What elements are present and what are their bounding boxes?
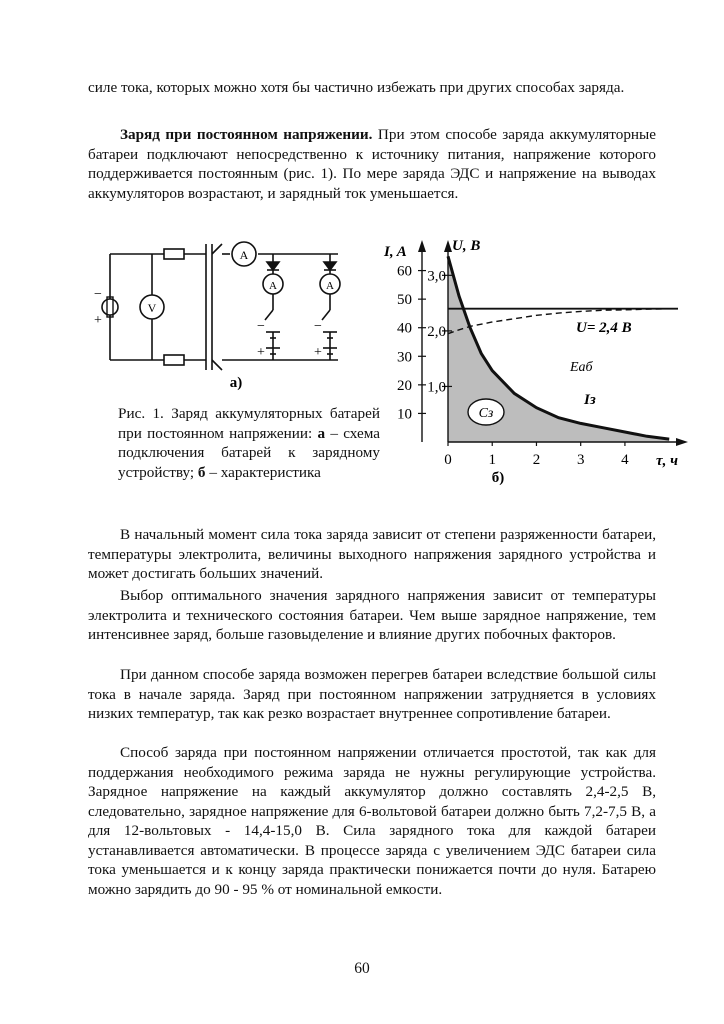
y-left-tick-label: 20 (397, 377, 412, 394)
paragraph-overheating: При данном способе заряда возможен перегрев батареи вследствие большой силы тока в начале заряда. Заряд при постоянном напряжении затрудняется в условиях низких температур, так как резко возрастает внутреннее сопротивление батареи. (88, 666, 656, 722)
c-z-label (468, 399, 504, 425)
x-tick-label: 2 (532, 452, 541, 468)
y-right-axis-arrow (444, 240, 452, 252)
y-right-tick-label: 2,0 (427, 323, 446, 340)
y-left-tick-label: 60 (397, 263, 412, 280)
figure-label-a: а) (229, 375, 243, 391)
caption-marker-b: б (197, 463, 206, 481)
paragraph-voltage-choice: Выбор оптимального значения зарядного напряжения зависит от температуры электролита и технического состояния батареи. Чем выше зарядное напряжение, тем интенсивнее заряд, больше газовыделение и влияние других побочных факторов. (88, 587, 656, 643)
paragraph-text: При этом способе заряда аккумуляторные батареи подключают непосредственно к источнику питания, напряжение которого поддерживается постоянным (рис. 1). По мере заряда ЭДС и напряжение на выводах аккумуляторов возрастают, и зарядный ток уменьшается. (88, 126, 656, 202)
y-left-tick-label: 10 (397, 406, 412, 423)
x-tick-label: 3 (576, 452, 585, 468)
annotation-u-const: U= 2,4 B (576, 320, 632, 336)
circuit-diagram (88, 232, 388, 402)
generator-symbol (102, 297, 118, 317)
y-left-axis-label: I, A (384, 244, 407, 260)
y-left-tick-label: 30 (397, 349, 412, 366)
figure-label-b: б) (491, 470, 505, 486)
minus-sign: − (94, 287, 102, 302)
section-heading: Заряд при постоянном напряжении. (120, 126, 373, 143)
plus-sign: + (314, 345, 322, 360)
ammeter-label: A (239, 248, 249, 262)
paragraph-initial-current: В начальный момент сила тока заряда зависит от степени разряженности батареи, температуры электролита, величины выходного напряжения зарядного устройства и может достигать больших значений. (88, 526, 656, 582)
annotation-i-z: Iз (584, 392, 596, 408)
x-axis-label: τ, ч (656, 453, 679, 469)
caption-text: – схема подключения батарей к зарядному устройству; (118, 424, 380, 481)
x-tick-label: 1 (488, 452, 496, 468)
ammeter-label: A (326, 280, 334, 292)
annotation-e-ab: Eаб (570, 360, 593, 375)
figure-caption (118, 404, 380, 482)
plus-sign: + (94, 313, 102, 328)
caption-text: – характеристика (205, 463, 321, 481)
annotation-c-z: Cз (478, 406, 494, 421)
y-right-axis-label: U, B (452, 238, 481, 254)
caption-text: Рис. 1. Заряд аккумуляторных батарей при постоянном напряжении: (118, 405, 380, 442)
x-tick-label: 0 (444, 452, 452, 468)
series-line-eаб (448, 309, 669, 334)
y-left-axis-arrow (418, 240, 426, 252)
y-right-tick-label: 3,0 (427, 268, 446, 285)
minus-sign: − (314, 319, 322, 334)
paragraph-method-simplicity: Способ заряда при постоянном напряжении отличается простотой, так как для поддержания необходимого режима заряда не нужны регулирующие устройства. Зарядное напряжение на каждый аккумулятор должно составлять 2,4-2,5 В, следовательно, зарядное напряжение для 6-вольтовой батареи должно быть 7,2-7,5 В, а для 12-вольтовых - 14,4-15,0 В. Сила зарядного тока для каждой батареи устанавливается автоматически. В процессе заряда с увеличением ЭДС батареи сила тока уменьшается и к концу заряда практически понижается почти до нуля. Батарею можно зарядить до 90 - 95 % от номинальной емкости. (88, 744, 656, 898)
y-left-tick-label: 40 (397, 320, 412, 337)
y-left-tick-label: 50 (397, 292, 412, 309)
voltmeter-label: V (147, 301, 157, 315)
x-axis-arrow (676, 438, 688, 446)
ammeter-label: A (269, 280, 277, 292)
paragraph-continuation: силе тока, которых можно хотя бы частично избежать при других способах заряда. (88, 79, 625, 96)
page-number: 60 (354, 960, 370, 977)
plus-sign: + (257, 345, 265, 360)
minus-sign: − (257, 319, 265, 334)
x-tick-label: 4 (621, 452, 629, 468)
paragraph-constant-voltage (88, 125, 656, 203)
charge-characteristic-chart (378, 232, 688, 492)
y-right-tick-label: 1,0 (427, 379, 446, 396)
caption-marker-a: а (317, 424, 326, 442)
